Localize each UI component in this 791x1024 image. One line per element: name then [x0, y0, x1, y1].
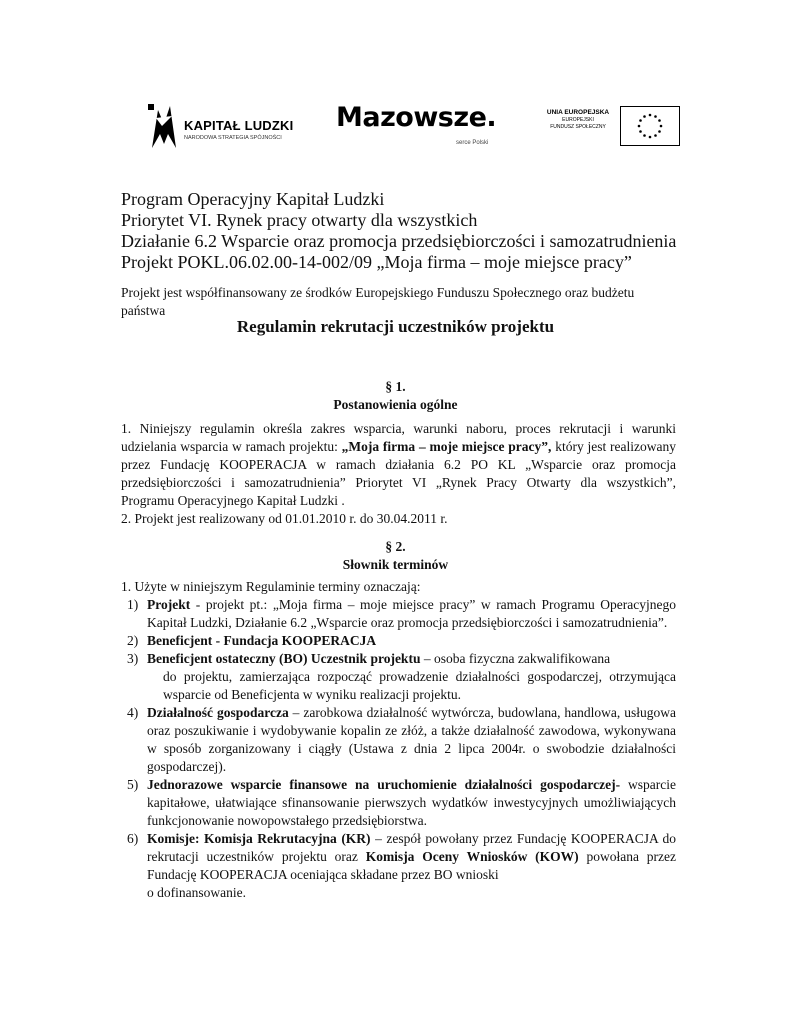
term-number: 4): [127, 705, 139, 720]
term-definition: wsparcie kapitałowe, ułatwiające sfinansowanie pierwszych wydatków inwestycyjnych umożliwiających funkcjonowanie nowopowstałego przedsiębiorstwa.: [147, 777, 677, 828]
term-name-secondary: Komisja Oceny Wniosków (KOW): [365, 849, 579, 864]
term-number: 2): [127, 633, 139, 648]
section-1-number: § 1.: [385, 379, 406, 394]
eu-logo: [540, 106, 670, 150]
term-item-6: [121, 830, 676, 902]
section-2-title: Słownik terminów: [342, 557, 449, 572]
intro-line-priority: Priorytet VI. Rynek pracy otwarty dla wszystkich: [121, 210, 478, 230]
term-definition-continued: powołana przez Fundację KOOPERACJA oceniająca składane przez BO wnioski: [147, 849, 676, 882]
term-name: Beneficjent ostateczny (BO) Uczestnik projektu: [147, 651, 421, 666]
header-logos: [148, 98, 668, 156]
kapital-ludzki-emblem-icon: [148, 104, 180, 150]
kapital-ludzki-title: KAPITAŁ LUDZKI: [184, 118, 294, 133]
section-2-heading: [0, 538, 791, 574]
term-item-1: [121, 596, 676, 632]
section-2-number: § 2.: [385, 539, 406, 554]
term-number: 3): [127, 651, 139, 666]
section-1-title: Postanowienia ogólne: [333, 397, 458, 412]
terms-list: [121, 578, 676, 902]
terms-lead: 1. Użyte w niniejszym Regulaminie terminy oznaczają:: [121, 579, 421, 594]
eu-line1: UNIA EUROPEJSKA: [546, 109, 610, 116]
programme-intro: [121, 189, 676, 273]
intro-line-measure: Działanie 6.2 Wsparcie oraz promocja przedsiębiorczości i samozatrudnienia: [121, 231, 677, 251]
eu-text: [540, 108, 616, 131]
mazowsze-tagline: serce Polski: [456, 140, 489, 146]
mazowsze-logo: [336, 102, 516, 152]
term-item-2: [121, 632, 676, 650]
eu-line2: EUROPEJSKI: [562, 117, 594, 123]
term-item-4: [121, 704, 676, 776]
p1-text-start: 1. Niniejszy regulamin określa zakres wsparcia, warunki naboru, proces rekrutacji i warunki udzielania wsparcia w ramach projektu:: [121, 421, 676, 454]
term-name: Beneficjent - Fundacja KOOPERACJA: [147, 633, 377, 648]
section-1-body: [121, 420, 676, 528]
mazowsze-wordmark: Mazowsze.: [336, 102, 497, 133]
section-1-paragraph-2: 2. Projekt jest realizowany od 01.01.2010 r. do 30.04.2011 r.: [121, 511, 448, 526]
term-name: Komisje: Komisja Rekrutacyjna (KR): [147, 831, 371, 846]
term-item-3: [121, 650, 676, 704]
section-1-paragraph-1: [121, 420, 676, 510]
term-definition: - projekt pt.: „Moja firma – moje miejsce pracy” w ramach Programu Operacyjnego Kapitał Ludzki, Działanie 6.2 „Wsparcie oraz promocja przedsiębiorczości i samozatrudnienia”.: [147, 597, 676, 630]
project-name-bold: „Moja firma – moje miejsce pracy”,: [341, 439, 552, 454]
term-name: Działalność gospodarcza: [147, 705, 289, 720]
term-number: 6): [127, 831, 139, 846]
term-number: 1): [127, 597, 139, 612]
term-item-5: [121, 776, 676, 830]
term-number: 5): [127, 777, 139, 792]
intro-line-project: Projekt POKL.06.02.00-14-002/09 „Moja firma – moje miejsce pracy”: [121, 252, 632, 272]
cofunding-note: Projekt jest współfinansowany ze środków Europejskiego Funduszu Społecznego oraz budżetu państwa: [121, 285, 635, 318]
intro-line-programme: Program Operacyjny Kapitał Ludzki: [121, 189, 385, 209]
section-1-heading: [0, 378, 791, 414]
document-title: Regulamin rekrutacji uczestników projektu: [236, 317, 555, 336]
eu-line3: FUNDUSZ SPOŁECZNY: [550, 124, 606, 130]
term-definition: – osoba fizyczna zakwalifikowana: [420, 651, 611, 666]
term-definition: – zespół powołany przez Fundację KOOPERACJA do rekrutacji uczestników projektu oraz: [147, 831, 676, 864]
kapital-ludzki-logo: [148, 104, 328, 150]
term-name: Projekt: [147, 597, 191, 612]
eu-flag-icon: [620, 106, 680, 146]
term-definition-end: o dofinansowanie.: [147, 885, 246, 900]
term-name: Jednorazowe wsparcie finansowe na uruchomienie działalności gospodarczej-: [147, 777, 621, 792]
kapital-ludzki-subtitle: NARODOWA STRATEGIA SPÓJNOŚCI: [184, 135, 282, 141]
p1-text-end: który jest realizowany przez Fundację KOOPERACJA w ramach działania 6.2 PO KL „Wsparcie oraz promocja przedsiębiorczości i samozatrudnienia” Priorytet VI „Rynek Pracy Otwarty dla wszystkich”, Programu Operacyjnego Kapitał Ludzki .: [121, 439, 676, 508]
term-definition: – zarobkowa działalność wytwórcza, budowlana, handlowa, usługowa oraz poszukiwanie i wydobywanie kopalin ze złóż, a także działalność zawodowa, wykonywana w sposób zorganizowany i ciągły (Ustawa z dnia 2 lipca 2004r. o swobodzie działalności gospodarczej).: [147, 705, 676, 774]
term-definition-continued: do projektu, zamierzająca rozpocząć prowadzenie działalności gospodarczej, otrzymująca wsparcie od Beneficjenta w wyniku realizacji projektu.: [163, 669, 676, 702]
